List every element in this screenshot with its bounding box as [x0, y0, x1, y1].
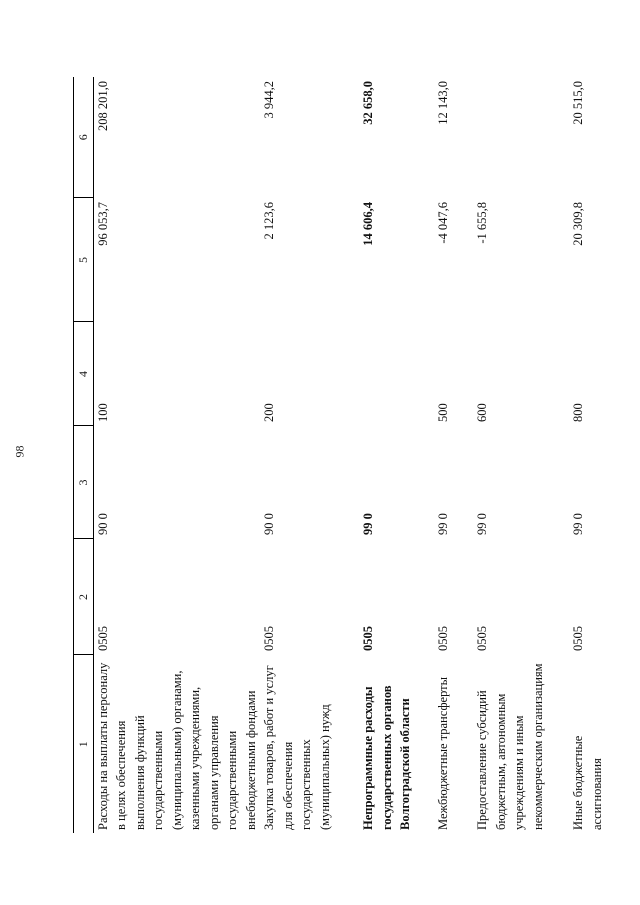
- expense-type: 500: [436, 403, 450, 422]
- section-code: 0505: [571, 626, 585, 651]
- table-row: [569, 77, 609, 833]
- column-header: 2: [74, 539, 94, 655]
- target-code: 90 0: [262, 513, 276, 535]
- column-header: 5: [74, 198, 94, 322]
- target-code: 99 0: [361, 513, 375, 535]
- target-code: 90 0: [95, 513, 110, 535]
- expense-type: 800: [571, 403, 585, 422]
- section-code: 0505: [262, 626, 276, 651]
- target-code: 99 0: [571, 513, 585, 535]
- amount-1: -1 655,8: [475, 202, 489, 244]
- section-code: 0505: [361, 626, 375, 651]
- column-header: 1: [74, 655, 94, 833]
- amount-2: 3 944,2: [262, 81, 276, 119]
- section-code: 0505: [475, 626, 489, 651]
- amount-2: 12 143,0: [436, 81, 450, 125]
- rotated-table-container: [73, 77, 604, 833]
- amount-1: 2 123,6: [262, 202, 276, 240]
- section-code: 0505: [95, 626, 110, 651]
- expense-type: 100: [95, 403, 110, 422]
- row-name: Предоставление субсидий бюджетным, автономным учреждениям и иным некоммерческим организациям: [475, 663, 545, 830]
- expense-type: [359, 322, 434, 426]
- expense-type: 600: [475, 403, 489, 422]
- target-code: 99 0: [475, 513, 489, 535]
- amount-2: [473, 77, 569, 198]
- row-name: Непрограммные расходы государственных органов Волгоградской области: [361, 685, 412, 830]
- row-name: Расходы на выплаты персоналу в целях обеспечения выполнения функций государственными (муниципальными) органами, казенными учреждениями, органами управления государственными внебюджетными фондами: [95, 662, 258, 830]
- column-header: 3: [74, 426, 94, 539]
- amount-1: -4 047,6: [436, 202, 450, 244]
- table-row: [359, 77, 434, 833]
- row-name: Иные бюджетные ассигнования: [571, 735, 604, 830]
- table-row: [473, 77, 569, 833]
- column-header: 6: [74, 77, 94, 198]
- page-number: 98: [12, 445, 27, 458]
- amount-2: 32 658,0: [361, 81, 375, 125]
- table-row: [260, 77, 359, 833]
- expense-type: 200: [262, 403, 276, 422]
- amount-1: 96 053,7: [95, 202, 110, 246]
- budget-table: [73, 77, 609, 833]
- section-code: 0505: [436, 626, 450, 651]
- table-row: [93, 77, 260, 833]
- table-row: [434, 77, 473, 833]
- amount-2: 208 201,0: [95, 81, 110, 131]
- target-code: 99 0: [436, 513, 450, 535]
- amount-2: 20 515,0: [571, 81, 585, 125]
- header-row: [74, 77, 94, 833]
- row-name: Закупка товаров, работ и услуг для обеспечения государственных (муниципальных) нужд: [262, 665, 332, 830]
- amount-1: 20 309,8: [571, 202, 585, 246]
- amount-1: 14 606,4: [361, 202, 375, 246]
- column-header: 4: [74, 322, 94, 426]
- row-name: Межбюджетные трансферты: [436, 676, 450, 830]
